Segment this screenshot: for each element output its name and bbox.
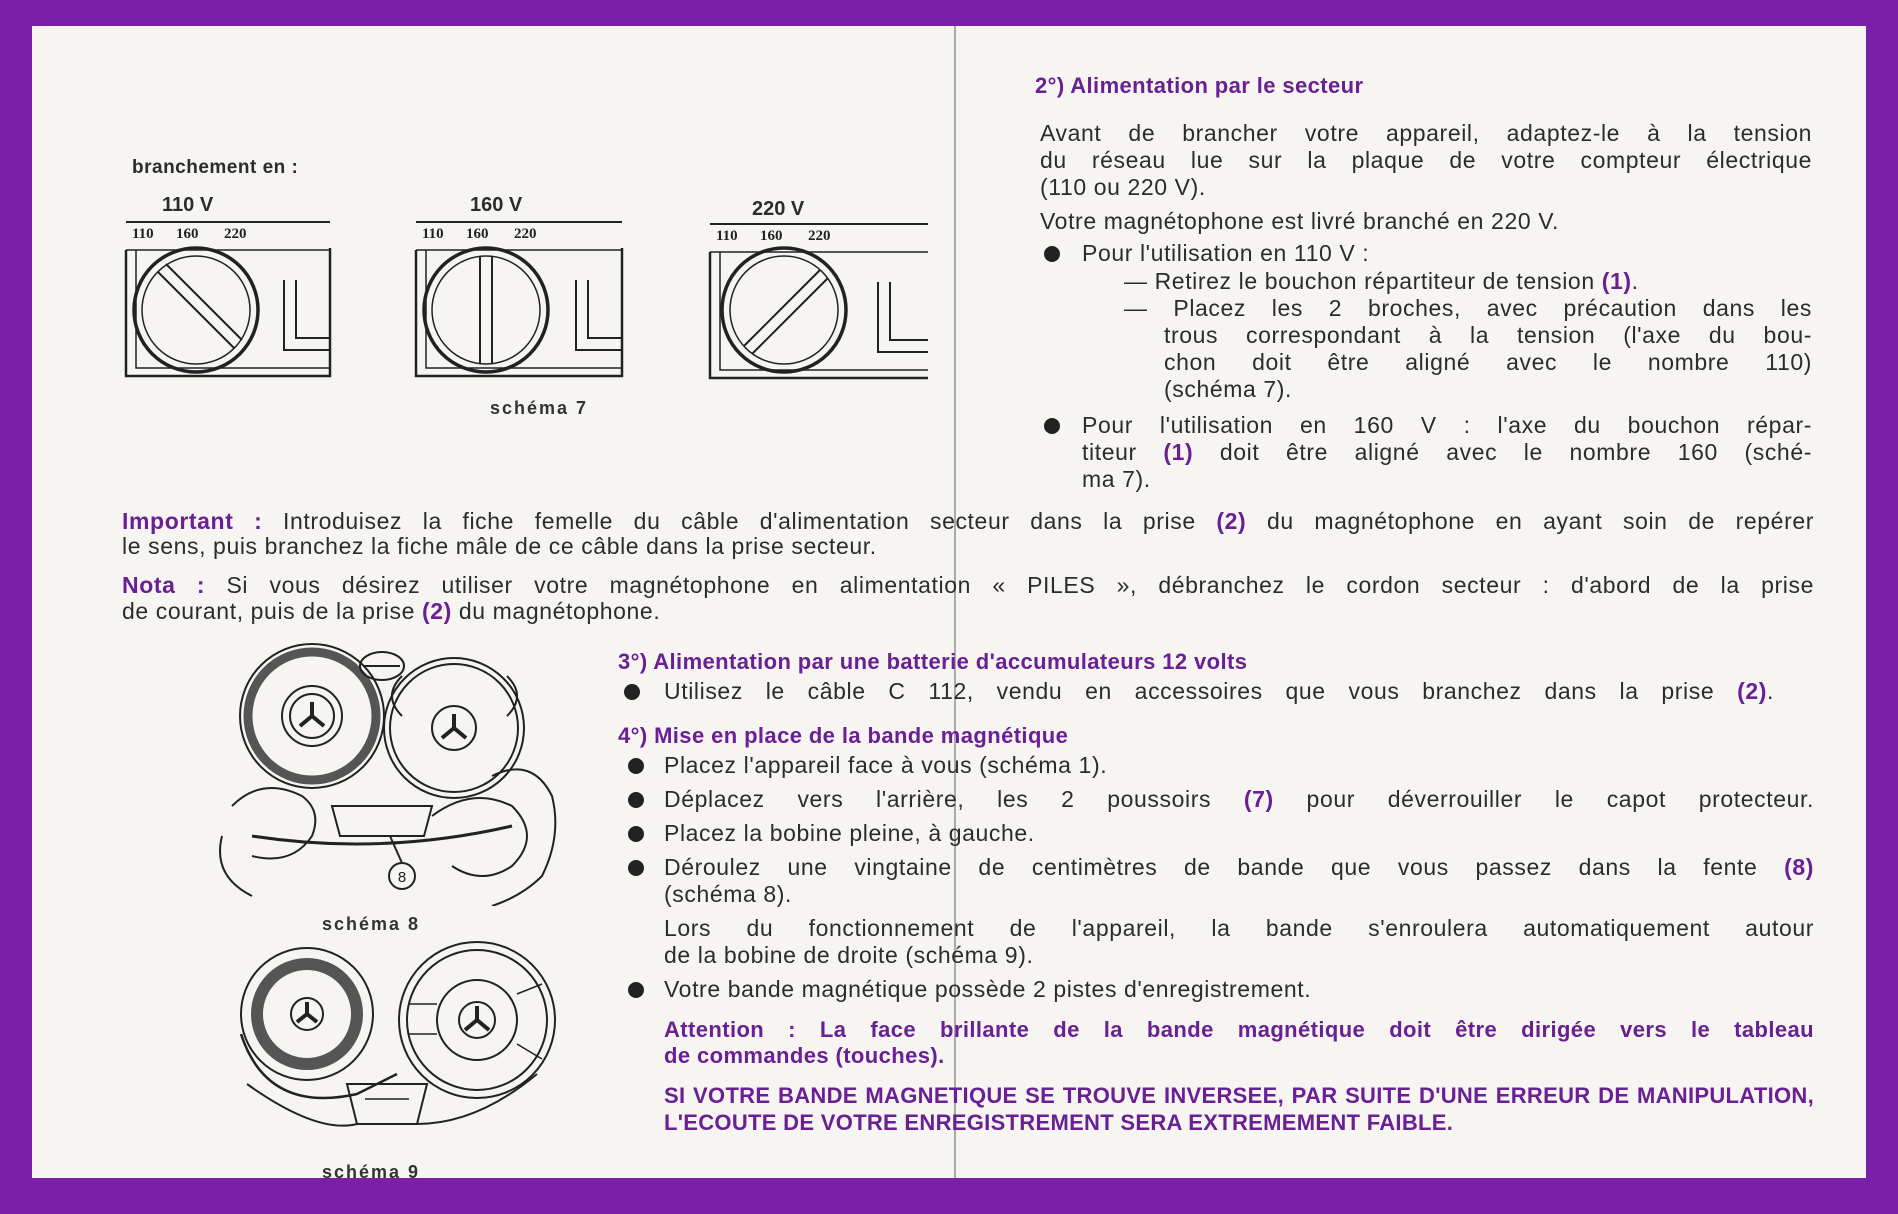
section4-para-line1: Lors du fonctionnement de l'appareil, la bande s'enroulera automatiquement autour — [664, 915, 1814, 941]
manual-page — [32, 26, 1866, 1178]
svg-text:160: 160 — [466, 226, 489, 242]
section2-bullet2-line3: ma 7). — [1082, 466, 1151, 492]
section4-bullet1: Placez l'appareil face à vous (schéma 1). — [664, 752, 1108, 778]
bullet-icon — [628, 826, 644, 842]
section2-dash2-line3: chon doit être aligné avec le nombre 110) — [1164, 349, 1812, 375]
bullet-icon — [1044, 246, 1060, 262]
section2-heading: 2°) Alimentation par le secteur — [1035, 73, 1364, 98]
section4-bullet5: Votre bande magnétique possède 2 pistes d'enregistrement. — [664, 976, 1312, 1002]
plug-110-icon — [124, 220, 332, 380]
warning-text: SI VOTRE BANDE MAGNETIQUE SE TROUVE INVERSEE, PAR SUITE D'UNE ERREUR DE MANIPULATION, L'ECOUTE DE VOTRE ENREGISTREMENT SERA EXTREMEMENT FAIBLE. — [664, 1083, 1814, 1135]
important-line2: le sens, puis branchez la fiche mâle de ce câble dans la prise secteur. — [122, 533, 877, 559]
svg-text:110: 110 — [132, 226, 154, 242]
svg-text:110: 110 — [422, 226, 444, 242]
section4-para-line2: de la bobine de droite (schéma 9). — [664, 942, 1034, 968]
diagram8-marker: 8 — [397, 869, 407, 886]
voltage-label-160: 160 V — [470, 194, 523, 216]
section2-p1-line1: Avant de brancher votre appareil, adaptez-le à la tension — [1040, 120, 1812, 146]
section2-dash1: — Retirez le bouchon répartiteur de tension (1). — [1124, 268, 1639, 294]
tape-threading-illustration-icon — [212, 636, 572, 906]
voltage-label-110: 110 V — [162, 194, 214, 216]
section3-bullet1: Utilisez le câble C 112, vendu en accessoires que vous branchez dans la prise (2). — [664, 678, 1774, 704]
svg-text:220: 220 — [224, 226, 247, 242]
section2-p2: Votre magnétophone est livré branché en 220 V. — [1040, 208, 1560, 234]
plug-160-icon — [414, 220, 624, 380]
important-line1: Important : Introduisez la fiche femelle du câble d'alimentation secteur dans la prise (2) du magnétophone en ayant soin de repérer — [122, 508, 1814, 534]
section4-bullet2: Déplacez vers l'arrière, les 2 poussoirs (7) pour déverrouiller le capot protecteur. — [664, 786, 1814, 812]
nota-line1: Nota : Si vous désirez utiliser votre magnétophone en alimentation « PILES », débranchez le cordon secteur : d'abord de la prise — [122, 572, 1814, 598]
bullet-icon — [628, 758, 644, 774]
diagram7-label: branchement en : — [132, 157, 299, 178]
tape-path-illustration-icon — [237, 934, 577, 1154]
svg-text:220: 220 — [514, 226, 537, 242]
section2-bullet2-line1: Pour l'utilisation en 160 V : l'axe du bouchon répar- — [1082, 412, 1812, 438]
section4-bullet3: Placez la bobine pleine, à gauche. — [664, 820, 1035, 846]
attention-line2: de commandes (touches). — [664, 1043, 945, 1068]
bullet-icon — [628, 982, 644, 998]
section2-dash2-line4: (schéma 7). — [1164, 376, 1293, 402]
section4-bullet4-line1: Déroulez une vingtaine de centimètres de bande que vous passez dans la fente (8) — [664, 854, 1814, 880]
bullet-icon — [628, 860, 644, 876]
section2-p1-line2: du réseau lue sur la plaque de votre compteur électrique — [1040, 147, 1812, 173]
diagram9-caption: schéma 9 — [322, 1162, 421, 1178]
svg-text:160: 160 — [176, 226, 199, 242]
nota-line2: de courant, puis de la prise (2) du magnétophone. — [122, 598, 661, 624]
bullet-icon — [628, 792, 644, 808]
section4-heading: 4°) Mise en place de la bande magnétique — [618, 723, 1069, 748]
attention-line1: Attention : La face brillante de la bande magnétique doit être dirigée vers le tableau — [664, 1017, 1814, 1042]
page-fold — [954, 26, 956, 1178]
section2-dash2-line2: trous correspondant à la tension (l'axe du bou- — [1164, 322, 1812, 348]
svg-text:110: 110 — [716, 228, 738, 244]
diagram8-caption: schéma 8 — [322, 914, 421, 934]
section2-bullet2-line2: titeur (1) doit être aligné avec le nombre 160 (sché- — [1082, 439, 1812, 465]
section3-heading: 3°) Alimentation par une batterie d'accumulateurs 12 volts — [618, 649, 1248, 674]
bullet-icon — [624, 684, 640, 700]
plug-220-icon — [708, 222, 930, 382]
bullet-icon — [1044, 418, 1060, 434]
section4-bullet4-line2: (schéma 8). — [664, 881, 793, 907]
svg-text:220: 220 — [808, 228, 831, 244]
section2-bullet1: Pour l'utilisation en 110 V : — [1082, 240, 1370, 266]
section2-p1-line3: (110 ou 220 V). — [1040, 174, 1206, 200]
section2-dash2-line1: — Placez les 2 broches, avec précaution dans les — [1124, 295, 1812, 321]
svg-text:160: 160 — [760, 228, 783, 244]
voltage-label-220: 220 V — [752, 198, 805, 220]
diagram7-caption: schéma 7 — [490, 398, 589, 418]
